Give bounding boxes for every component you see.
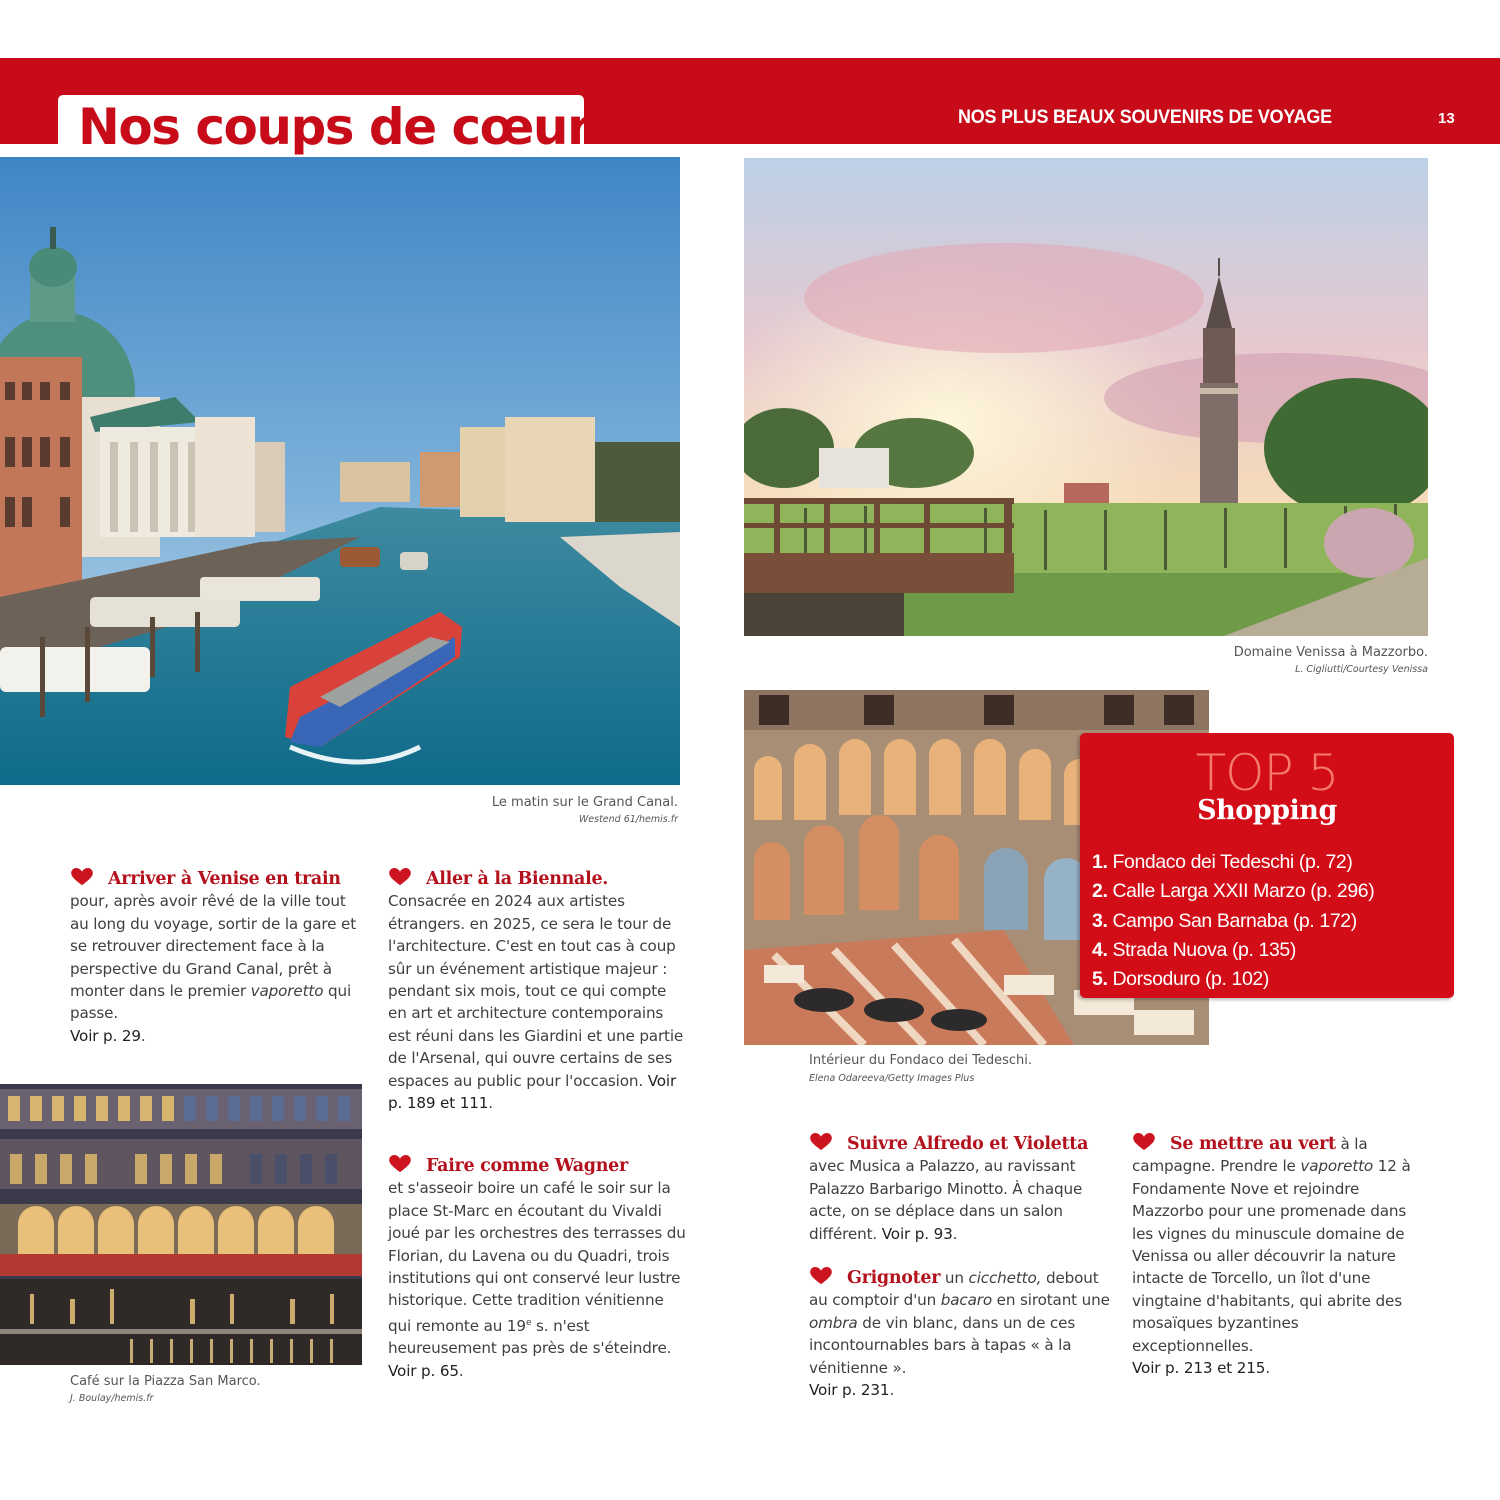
page-reference: Voir p. 93	[881, 1224, 953, 1243]
top5-item: 4. Strada Nuova (p. 135)	[1092, 938, 1296, 961]
page-reference: Voir p. 65	[388, 1361, 459, 1380]
photo-grand-canal	[0, 157, 680, 785]
photo-credit: Westend 61/hemis.fr	[578, 814, 678, 825]
top5-heading: TOP 5	[1195, 744, 1339, 802]
heart-icon	[1132, 1133, 1156, 1151]
page-number: 13	[1438, 110, 1455, 127]
heart-icon	[70, 868, 94, 886]
entry-lead: Arriver à Venise en train	[108, 869, 341, 889]
photo-credit: L. Cigliutti/Courtesy Venissa	[1295, 664, 1428, 675]
header-divider	[680, 144, 744, 146]
top5-item: 5. Dorsoduro (p. 102)	[1092, 968, 1269, 991]
heart-icon	[388, 1155, 412, 1173]
top5-item: 2. Calle Larga XXII Marzo (p. 296)	[1092, 880, 1375, 903]
photo-credit: J. Boulay/hemis.fr	[70, 1393, 154, 1404]
entry-lead: Aller à la Biennale.	[426, 869, 609, 889]
entry-lead: Se mettre au vert	[1170, 1134, 1336, 1154]
page-reference: Voir p. 189 et 111	[388, 1071, 677, 1113]
page-reference: Voir p. 213 et 215	[1132, 1359, 1266, 1378]
entry-alfredo-violetta: Suivre Alfredo et Violetta avec Musica a Palazzo, au ravissant Palazzo Barbarigo Minotto. À chaque acte, on se déplace dans un salon différent. Voir p. 93.	[809, 1134, 1089, 1243]
entry-wagner: Faire comme Wagner et s'asseoir boire un café le soir sur la place St-Marc en écoutant du Vivaldi joué par les orchestres des terrasses du Florian, du Lavena ou du Quadri, trois institutions qui ont conservé leur lustre historique. Cette tradition vénitienne qui remonte au 19e s. n'est heureusement pas près de s'éteindre. Voir p. 65.	[388, 1156, 686, 1380]
photo-caption: Café sur la Piazza San Marco.	[70, 1374, 261, 1389]
photo-credit: Elena Odareeva/Getty Images Plus	[809, 1073, 975, 1084]
top5-list	[1092, 848, 1374, 994]
photo-caption: Intérieur du Fondaco dei Tedeschi.	[809, 1053, 1032, 1068]
heart-icon	[809, 1133, 833, 1151]
photo-caption: Domaine Venissa à Mazzorbo.	[1233, 645, 1428, 660]
photo-caption: Le matin sur le Grand Canal.	[491, 795, 678, 810]
top5-shopping-box	[1080, 733, 1454, 998]
entry-lead: Suivre Alfredo et Violetta	[847, 1134, 1089, 1154]
photo-piazza-san-marco	[0, 1084, 362, 1365]
page-title: Nos coups de cœur	[78, 98, 591, 156]
top5-item: 1. Fondaco dei Tedeschi (p. 72)	[1092, 851, 1353, 873]
entry-grignoter: Grignoter un cicchetto, debout au comptoir d'un bacaro en sirotant une ombra de vin blanc, dans un de ces incontournables bars à tapas « à la vénitienne ». Voir p. 231.	[809, 1268, 1110, 1400]
page-reference: Voir p. 231	[809, 1381, 890, 1400]
running-header: NOS PLUS BEAUX SOUVENIRS DE VOYAGE	[958, 106, 1332, 128]
entry-lead: Faire comme Wagner	[426, 1156, 628, 1176]
entry-lead: Grignoter	[847, 1268, 941, 1288]
entry-biennale: Aller à la Biennale. Consacrée en 2024 aux artistes étrangers. en 2025, ce sera le tour de l'architecture. C'est en tout cas à coup sûr un événement artistique majeur : pendant six mois, tout ce qui compte en art et architecture contemporains est réuni dans les Giardini et une partie de l'Arsenal, qui ouvre certains de ses espaces au public pour l'occasion. Voir p. 189 et 111.	[388, 869, 684, 1113]
top5-subheading: Shopping	[1197, 795, 1337, 826]
top5-item: 3. Campo San Barnaba (p. 172)	[1092, 909, 1357, 932]
entry-se-mettre-au-vert: Se mettre au vert à la campagne. Prendre le vaporetto 12 à Fondamente Nove et rejoindre Mazzorbo pour une promenade dans les vignes du minuscule domaine de Venissa ou aller découvrir la nature intacte de Torcello, un îlot d'une vingtaine d'habitants, qui abrite des mosaïques byzantines exceptionnelles. Voir p. 213 et 215.	[1132, 1134, 1411, 1378]
page-reference: Voir p. 29	[70, 1026, 141, 1045]
photo-venissa-vineyard	[744, 158, 1428, 636]
entry-arriver-en-train: Arriver à Venise en train pour, après avoir rêvé de la ville tout au long du voyage, sortir de la gare et se retrouver directement face à la perspective du Grand Canal, prêt à monter dans le premier vaporetto qui passe. Voir p. 29.	[70, 869, 357, 1045]
heart-icon	[388, 868, 412, 886]
heart-icon	[809, 1267, 833, 1285]
